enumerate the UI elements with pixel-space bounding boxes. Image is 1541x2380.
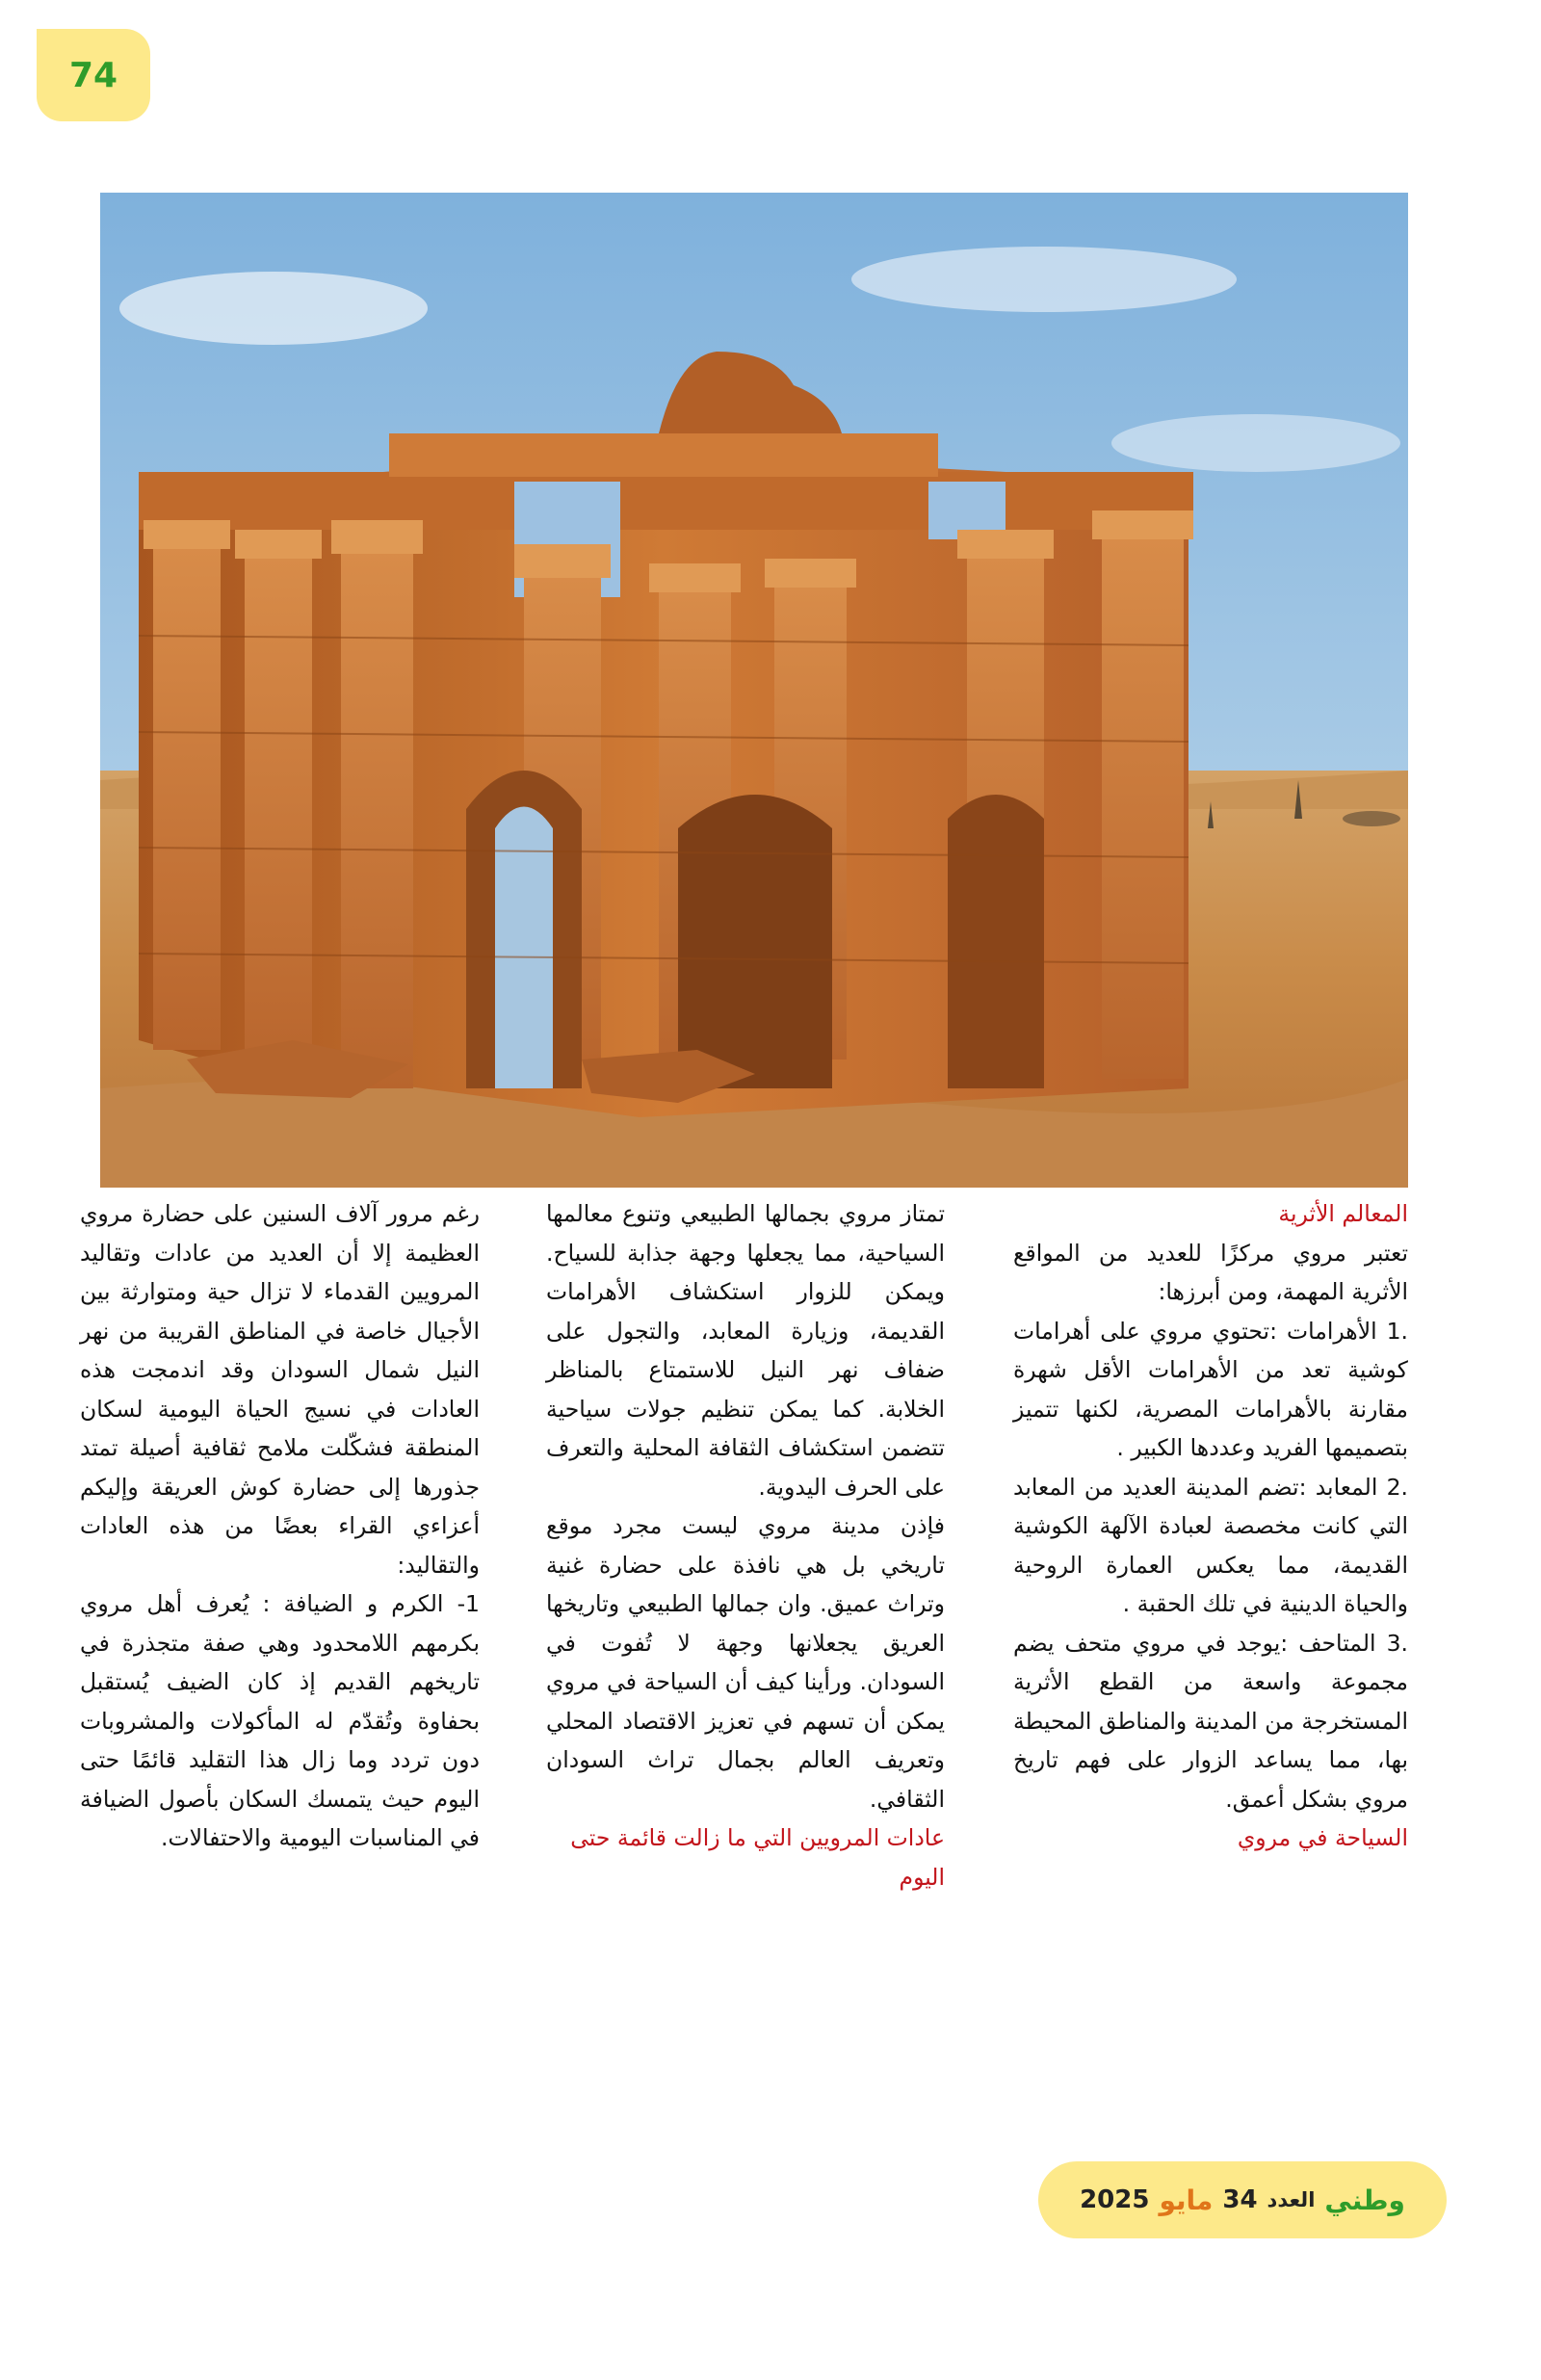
meroe-kiosk-photo: [100, 193, 1408, 1188]
customs-hospitality-paragraph: 1- الكرم و الضيافة : يُعرف أهل مروي بكرمهم اللامحدود وهي صفة متجذرة في تاريخهم القديم إذ كان الضيف يُستقبل بحفاوة وتُقدّم له المأكولات والمشروبات دون تردد وما زال هذا التقليد قائمًا حتى اليوم حيث يتمسك السكان بأصول الضيافة في المناسبات اليومية والاحتفالات.: [80, 1590, 480, 1851]
section-heading-tourism: السياحة في مروي: [1237, 1824, 1408, 1851]
magazine-brand: وطني: [1324, 2184, 1405, 2216]
issue-year: 2025: [1080, 2185, 1150, 2214]
issue-number: 34: [1222, 2185, 1258, 2214]
middle-column: [546, 1194, 945, 1896]
page-number: 74: [37, 29, 150, 121]
left-column: [80, 1194, 480, 1858]
section-heading-monuments: المعالم الأثرية: [1278, 1200, 1408, 1227]
issue-label: العدد: [1267, 2188, 1316, 2211]
issue-footer: [1038, 2161, 1447, 2238]
section-heading-customs: عادات المرويين التي ما زالت قائمة حتى اليوم: [570, 1824, 945, 1891]
monuments-intro: تعتبر مروي مركزًا للعديد من المواقع الأثرية المهمة، ومن أبرزها:: [1013, 1239, 1408, 1305]
monuments-item-pyramids: .1 الأهرامات :تحتوي مروي على أهرامات كوشية تعد من الأهرامات الأقل شهرة مقارنة بالأهرامات المصرية، لكنها تتميز بتصميمها الفريد وعددها الكبير .: [1013, 1317, 1408, 1461]
monuments-item-museums: .3 المتاحف :يوجد في مروي متحف يضم مجموعة واسعة من القطع الأثرية المستخرجة من المدينة والمناطق المحيطة بها، مما يساعد الزوار على فهم تاريخ مروي بشكل أعمق.: [1013, 1629, 1408, 1813]
conclusion-paragraph: فإذن مدينة مروي ليست مجرد موقع تاريخي بل هي نافذة على حضارة غنية وتراث عميق. وان جمالها الطبيعي وتاريخها العريق يجعلانها وجهة لا تُفوت في السودان. ورأينا كيف أن السياحة في مروي يمكن أن تسهم في تعزيز الاقتصاد المحلي وتعريف العالم بجمال تراث السودان الثقافي.: [546, 1512, 945, 1813]
issue-month: مايو: [1159, 2184, 1214, 2216]
right-column: [1013, 1194, 1408, 1858]
monuments-item-temples: .2 المعابد :تضم المدينة العديد من المعابد التي كانت مخصصة لعبادة الآلهة الكوشية القديمة، مما يعكس العمارة الروحية والحياة الدينية في تلك الحقبة .: [1013, 1473, 1408, 1617]
tourism-paragraph: تمتاز مروي بجمالها الطبيعي وتنوع معالمها السياحية، مما يجعلها وجهة جذابة للسياح. ويمكن للزوار استكشاف الأهرامات القديمة، وزيارة المعابد، والتجول على ضفاف نهر النيل للاستمتاع بالمناظر الخلابة. كما يمكن تنظيم جولات سياحية تتضمن استكشاف الثقافة المحلية والتعرف على الحرف اليدوية.: [546, 1200, 945, 1501]
customs-intro-paragraph: رغم مرور آلاف السنين على حضارة مروي العظيمة إلا أن العديد من عادات وتقاليد المرويين القدماء لا تزال حية ومتوارثة بين الأجيال خاصة في المناطق القريبة من نهر النيل شمال السودان وقد اندمجت هذه العادات في نسيج الحياة اليومية لسكان المنطقة فشكّلت ملامح ثقافية أصيلة تمتد جذورها إلى حضارة كوش العريقة وإليكم أعزاءي القراء بعضًا من هذه العادات والتقاليد:: [80, 1200, 480, 1579]
